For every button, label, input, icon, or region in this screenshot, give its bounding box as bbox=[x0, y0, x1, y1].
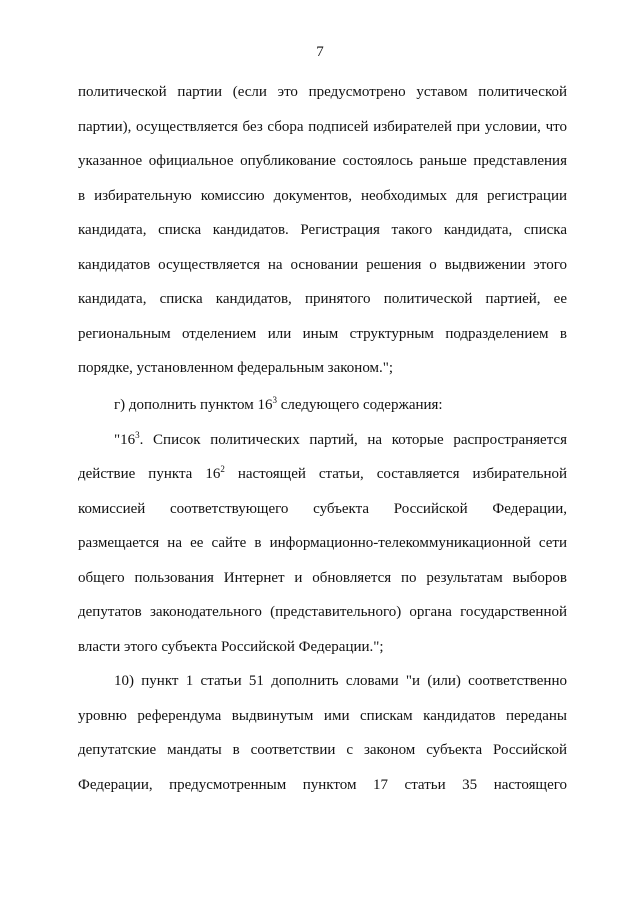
page-number: 7 bbox=[316, 44, 324, 60]
text-line: власти этого субъекта Российской Федерации."; bbox=[78, 639, 384, 655]
text-line: общего пользования Интернет и обновляется по результатам выборов bbox=[78, 570, 567, 586]
text-line: Федерации, предусмотренным пунктом 17 статьи 35 настоящего bbox=[78, 777, 567, 793]
text-line: г) дополнить пунктом $16^3$ следующего содержания: bbox=[114, 395, 443, 413]
text-line: региональным отделением или иным структурным подразделением в bbox=[78, 326, 567, 342]
text-line: размещается на ее сайте в информационно-телекоммуникационной сети bbox=[78, 535, 567, 551]
text-line: политической партии (если это предусмотрено уставом политической bbox=[78, 84, 567, 100]
text-line: кандидата, списка кандидатов. Регистрация такого кандидата, списка bbox=[78, 222, 567, 238]
text-line: 10) пункт 1 статьи 51 дополнить словами "и (или) соответственно bbox=[114, 673, 567, 689]
text-line: кандидатов осуществляется на основании решения о выдвижении этого bbox=[78, 257, 567, 273]
text-line: партии), осуществляется без сбора подписей избирателей при условии, что bbox=[78, 119, 567, 135]
text-line: комиссией соответствующего субъекта Российской Федерации, bbox=[78, 501, 567, 517]
text-line: указанное официальное опубликование состоялось раньше представления bbox=[78, 153, 567, 169]
text-line: порядке, установленном федеральным законом."; bbox=[78, 360, 394, 376]
text-line: уровню референдума выдвинутым ими спискам кандидатов переданы bbox=[78, 708, 567, 724]
superscript: 3 bbox=[272, 395, 278, 405]
text-line: действие пункта $16^2$ настоящей статьи, составляется избирательной bbox=[78, 464, 568, 482]
superscript: 3 bbox=[135, 430, 140, 440]
text-line: депутатские мандаты в соответствии с законом субъекта Российской bbox=[78, 742, 567, 758]
text-line: депутатов законодательного (представительного) органа государственной bbox=[78, 604, 567, 620]
text-line: кандидата, списка кандидатов, принятого политической партией, ее bbox=[78, 291, 567, 307]
text-line: "$16^3$. Список политических партий, на которые распространяется bbox=[114, 430, 567, 448]
text-line: в избирательную комиссию документов, необходимых для регистрации bbox=[78, 188, 567, 204]
superscript: 2 bbox=[220, 464, 225, 474]
